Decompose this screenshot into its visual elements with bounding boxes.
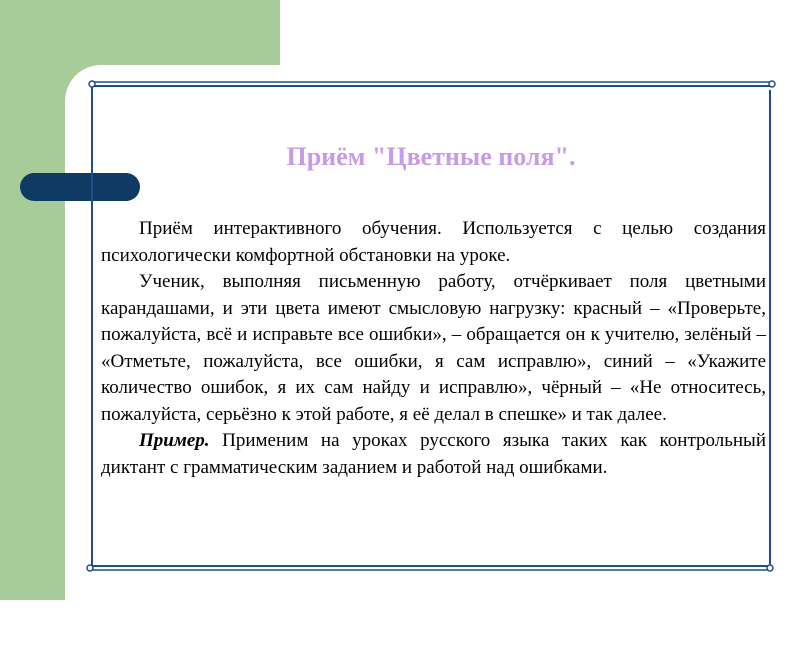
paragraph-example xyxy=(101,428,766,481)
paragraph-description: Ученик, выполняя письменную работу, отчёркивает поля цветными карандашами, и эти цвета имеют смысловую нагрузку: красный – «Проверьте, пожалуйста, всё и исправьте все ошибки», – обращается он к учителю, зелёный – «Отметьте, пожалуйста, все ошибки, я сам исправлю», синий – «Укажите количество ошибок, я их сам найду и исправлю», чёрный – «Не относитесь, пожалуйста, серьёзно к этой работе, я её делал в спешке» и так далее. xyxy=(101,271,766,425)
paragraph-intro: Приём интерактивного обучения. Используется с целью создания психологически комфортной обстановки на уроке. xyxy=(101,218,766,266)
example-lead: Пример. xyxy=(139,430,210,451)
body-text xyxy=(101,216,766,481)
example-text: Применим на уроках русского языка таких как контрольный диктант с грамматическим заданием и работой над ошибками. xyxy=(101,430,766,478)
page-title: Приём "Цветные поля". xyxy=(286,142,576,171)
